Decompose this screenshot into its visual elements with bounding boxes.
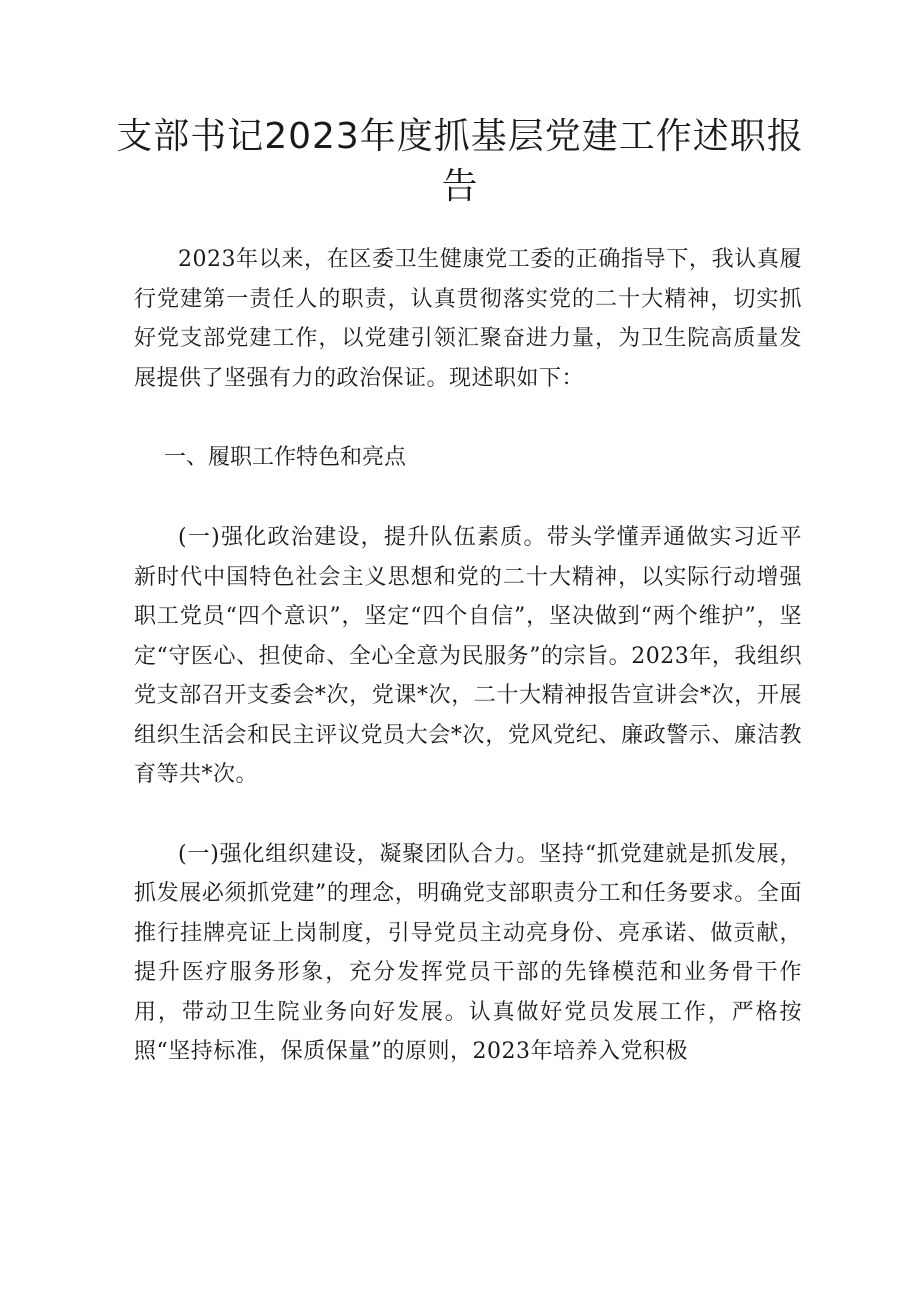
intro-paragraph: 2023年以来，在区委卫生健康党工委的正确指导下，我认真履行党建第一责任人的职责，认真贯彻落实党的二十大精神，切实抓好党支部党建工作，以党建引领汇聚奋进力量，为卫生院高质量发展提供了坚强有力的政治保证。现述职如下： bbox=[134, 247, 802, 391]
section-item-political: (一)强化政治建设，提升队伍素质。带头学懂弄通做实习近平新时代中国特色社会主义思想和党的二十大精神，以实际行动增强职工党员“四个意识”，坚定“四个自信”，坚决做到“两个维护”，坚定“守医心、担使命、全心全意为民服务”的宗旨。2023年，我组织党支部召开支委会*次，党课*次，二十大精神报告宣讲会*次，开展组织生活会和民主评议党员大会*次，党风党纪、廉政警示、廉洁教育等共*次。 bbox=[134, 525, 803, 787]
section-item-organization: (一)强化组织建设，凝聚团队合力。坚持“抓党建就是抓发展，抓发展必须抓党建”的理念，明确党支部职责分工和任务要求。全面推行挂牌亮证上岗制度，引导党员主动亮身份、亮承诺、做贡献，提升医疗服务形象，充分发挥党员干部的先锋模范和业务骨干作用，带动卫生院业务向好发展。认真做好党员发展工作，严格按照“坚持标准，保质保量”的原则，2023年培养入党积极 bbox=[134, 841, 802, 1064]
document-title: 支部书记2023年度抓基层党建工作述职报告 bbox=[116, 116, 804, 207]
document-body bbox=[134, 240, 802, 1112]
section-heading: 一、履职工作特色和亮点 bbox=[164, 445, 407, 470]
